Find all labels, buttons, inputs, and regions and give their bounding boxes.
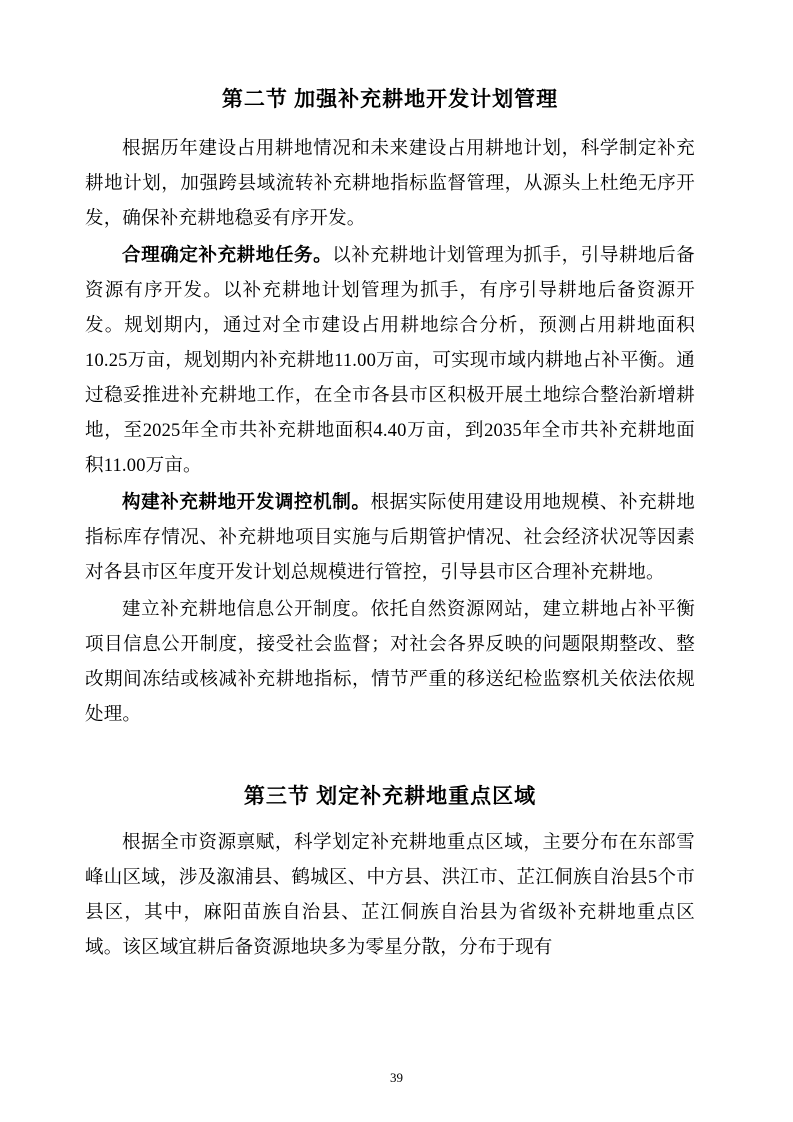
paragraph bbox=[85, 239, 695, 484]
paragraph bbox=[85, 486, 695, 591]
section-heading-3: 第三节 划定补充耕地重点区域 bbox=[243, 783, 537, 808]
paragraph-text: 根据全市资源禀赋，科学划定补充耕地重点区域，主要分布在东部雪峰山区域，涉及溆浦县、鹤城区、中方县、洪江市、芷江侗族自治县5个市县区，其中，麻阳苗族自治县、芷江侗族自治县为省级补充耕地重点区域。该区域宜耕后备资源地块多为零星分散，分布于现有 bbox=[85, 833, 695, 958]
document-body bbox=[85, 84, 695, 968]
paragraph-lead: 构建补充耕地开发调控机制。 bbox=[122, 492, 371, 513]
paragraph-text: 根据实际使用建设用地规模、补充耕地指标库存情况、补充耕地项目实施与后期管护情况、社会经济状况等因素对各县市区年度开发计划总规模进行管控，引导县市区合理补充耕地。 bbox=[85, 492, 695, 583]
paragraph bbox=[85, 826, 695, 966]
page-number: 39 bbox=[390, 1070, 403, 1085]
paragraph bbox=[85, 132, 695, 237]
paragraph-lead: 合理确定补充耕地任务。 bbox=[122, 245, 333, 266]
paragraph bbox=[85, 593, 695, 733]
section-heading-2: 第二节 加强补充耕地开发计划管理 bbox=[221, 87, 559, 111]
paragraph-text: 以补充耕地计划管理为抓手，引导耕地后备资源有序开发。以补充耕地计划管理为抓手，有序引导耕地后备资源开发。规划期内，通过对全市建设占用耕地综合分析，预测占用耕地面积10.25万亩，规划期内补充耕地11.00万亩，可实现市域内耕地占补平衡。通过稳妥推进补充耕地工作，在全市各县市区积极开展土地综合整治新增耕地，至2025年全市共补充耕地面积4.40万亩，到2035年全市共补充耕地面积11.00万亩。 bbox=[85, 245, 695, 476]
paragraph-text: 根据历年建设占用耕地情况和未来建设占用耕地计划，科学制定补充耕地计划，加强跨县域流转补充耕地指标监督管理，从源头上杜绝无序开发，确保补充耕地稳妥有序开发。 bbox=[85, 138, 695, 229]
paragraph-text: 建立补充耕地信息公开制度。依托自然资源网站，建立耕地占补平衡项目信息公开制度，接受社会监督；对社会各界反映的问题限期整改、整改期间冻结或核减补充耕地指标，情节严重的移送纪检监察机关依法依规处理。 bbox=[85, 599, 695, 725]
